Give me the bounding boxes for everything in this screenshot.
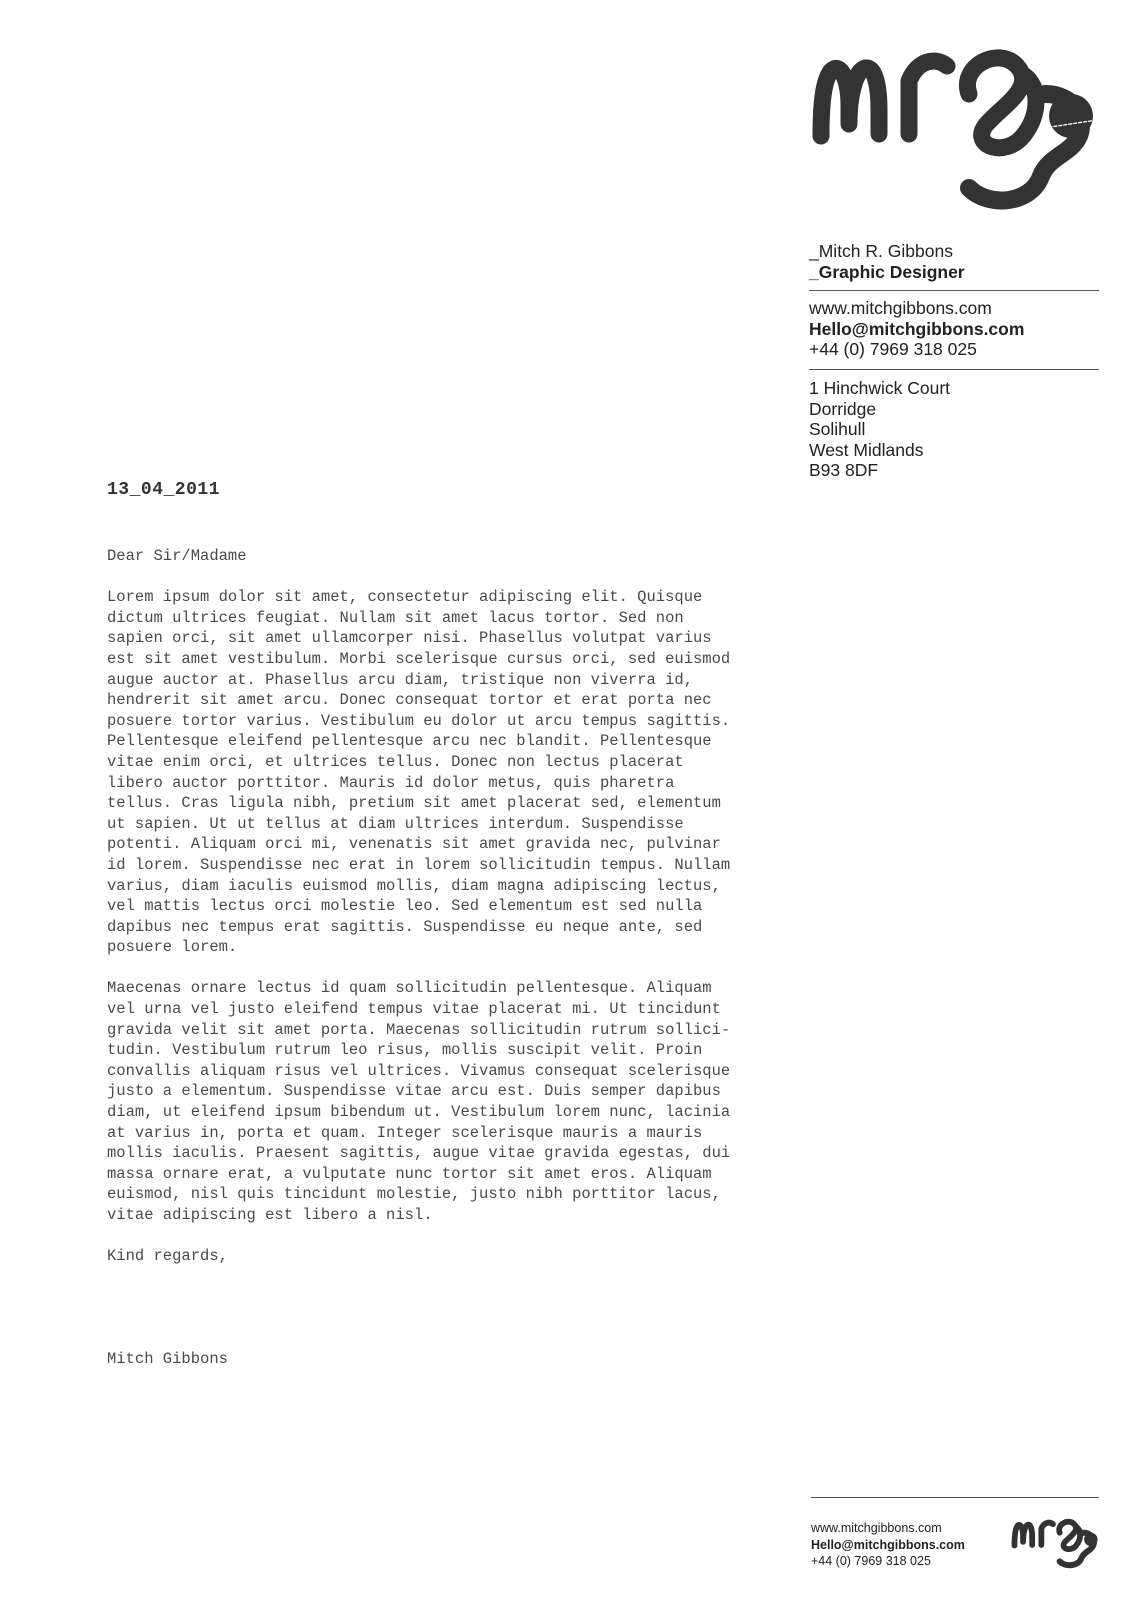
- text-line: gravida velit sit amet porta. Maecenas sollicitudin rutrum sollici-: [107, 1020, 731, 1039]
- text-line: euismod, nisl quis tincidunt molestie, justo nibh porttitor lacus,: [107, 1185, 721, 1204]
- text-line: ut sapien. Ut ut tellus at diam ultrices interdum. Suspendisse: [107, 814, 684, 833]
- text-line: vitae enim orci, et ultrices tellus. Donec non lectus placerat: [107, 752, 684, 771]
- closing: Kind regards,: [107, 1247, 228, 1266]
- text-line: posuere lorem.: [107, 938, 238, 957]
- name-line: _Mitch R. Gibbons: [809, 241, 953, 261]
- footer-phone-number: +44 (0) 7969 318 025: [811, 1554, 931, 1568]
- footer-divider: [811, 1497, 1099, 1498]
- mrg-logo-small-icon: [1010, 1515, 1102, 1573]
- text-line: potenti. Aliquam orci mi, venenatis sit amet gravida nec, pulvinar: [107, 835, 721, 854]
- letter-body: [107, 546, 807, 1370]
- text-line: justo a elementum. Suspendisse vitae arcu est. Duis semper dapibus: [107, 1082, 721, 1101]
- text-line: at varius in, porta et quam. Integer scelerisque mauris a mauris: [107, 1123, 703, 1142]
- salutation: Dear Sir/Madame: [107, 547, 247, 565]
- text-line: hendrerit sit amet arcu. Donec consequat tortor et erat porta nec: [107, 691, 712, 710]
- address-line: Solihull: [809, 419, 866, 439]
- text-line: est sit amet vestibulum. Morbi scelerisque cursus orci, sed euismod: [107, 649, 731, 668]
- letter-date: 13_04_2011: [107, 480, 221, 500]
- address-line: B93 8DF: [809, 460, 879, 480]
- text-line: posuere tortor varius. Vestibulum eu dolor ut arcu tempus sagittis.: [107, 711, 731, 730]
- text-line: dapibus nec tempus erat sagittis. Suspendisse eu neque ante, sed: [107, 917, 703, 936]
- text-line: vitae adipiscing est libero a nisl.: [107, 1206, 433, 1224]
- text-line: massa ornare erat, a vulputate nunc tortor sit amet eros. Aliquam: [107, 1164, 712, 1183]
- text-line: tudin. Vestibulum rutrum leo risus, mollis suscipit velit. Proin: [107, 1041, 703, 1060]
- text-line: dictum ultrices feugiat. Nullam sit amet lacus tortor. Sed non: [107, 608, 684, 627]
- address-line: 1 Hinchwick Court: [809, 378, 951, 398]
- text-line: Maecenas ornare lectus id quam sollicitudin pellentesque. Aliquam: [107, 979, 712, 998]
- footer-contact: [811, 1520, 965, 1570]
- text-line: augue auctor at. Phasellus arcu diam, tristique non viverra id,: [107, 670, 693, 689]
- text-line: Lorem ipsum dolor sit amet, consectetur adipiscing elit. Quisque: [107, 588, 703, 607]
- phone-number: +44 (0) 7969 318 025: [809, 339, 977, 359]
- divider: [809, 290, 1099, 291]
- contact-block: [809, 298, 1099, 360]
- text-line: sapien orci, sit amet ullamcorper nisi. Phasellus volutpat varius: [107, 629, 712, 648]
- mrg-logo-icon: [809, 36, 1105, 226]
- paragraph-1: [107, 587, 807, 958]
- text-line: tellus. Cras ligula nibh, pretium sit amet placerat sed, elementum: [107, 794, 721, 813]
- text-line: vel mattis lectus orci molestie leo. Sed elementum est sed nulla: [107, 897, 703, 916]
- paragraph-2: [107, 978, 807, 1225]
- address-line: Dorridge: [809, 398, 877, 419]
- text-line: vel urna vel justo eleifend tempus vitae placerat mi. Ut tincidunt: [107, 1000, 721, 1019]
- identity-block: [809, 241, 1099, 282]
- text-line: libero auctor porttitor. Mauris id dolor metus, quis pharetra: [107, 773, 675, 792]
- address-block: [809, 378, 1099, 481]
- signature: Mitch Gibbons: [107, 1350, 228, 1369]
- footer-website-link[interactable]: www.mitchgibbons.com: [811, 1521, 942, 1535]
- text-line: Pellentesque eleifend pellentesque arcu nec blandit. Pellentesque: [107, 732, 712, 751]
- email-link[interactable]: Hello@mitchgibbons.com: [809, 318, 1025, 339]
- footer-email-link[interactable]: Hello@mitchgibbons.com: [811, 1537, 965, 1552]
- address-line: West Midlands: [809, 439, 924, 460]
- divider: [809, 369, 1099, 370]
- text-line: id lorem. Suspendisse nec erat in lorem sollicitudin tempus. Nullam: [107, 855, 731, 874]
- title-line: _Graphic Designer: [809, 261, 965, 282]
- text-line: convallis aliquam risus vel ultrices. Vivamus consequat scelerisque: [107, 1061, 731, 1080]
- text-line: diam, ut eleifend ipsum bibendum ut. Vestibulum lorem nunc, lacinia: [107, 1103, 731, 1122]
- website-link[interactable]: www.mitchgibbons.com: [809, 298, 992, 318]
- text-line: varius, diam iaculis euismod mollis, diam magna adipiscing lectus,: [107, 876, 721, 895]
- text-line: mollis iaculis. Praesent sagittis, augue vitae gravida egestas, dui: [107, 1144, 731, 1163]
